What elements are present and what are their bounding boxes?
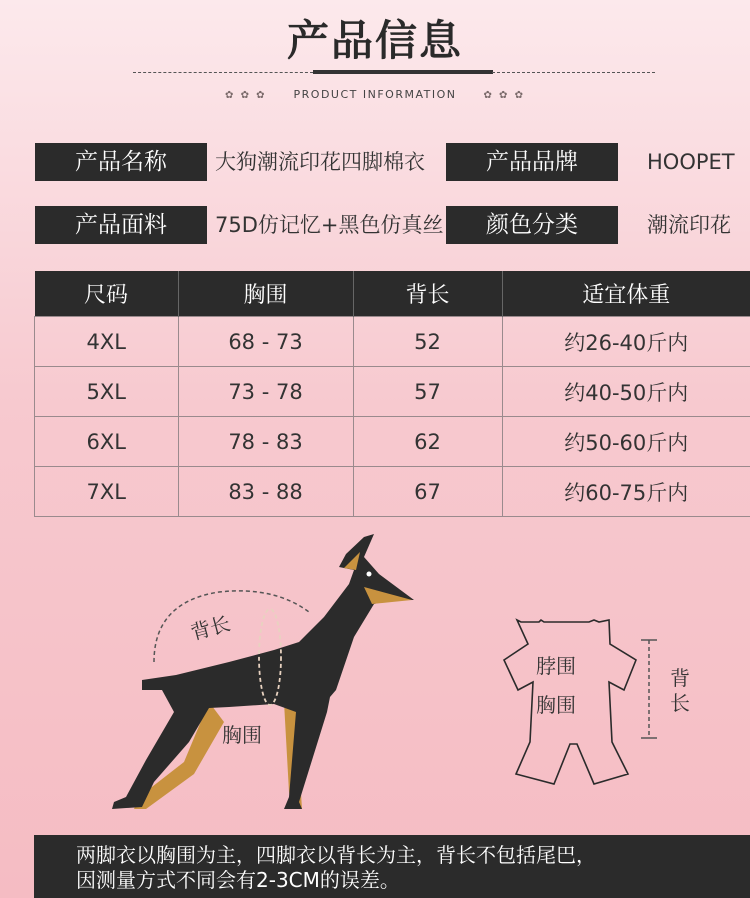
size-table-header: [35, 271, 750, 317]
size-table: [34, 271, 750, 517]
footer-note-line-2: 因测量方式不同会有2-3CM的误差。: [76, 868, 400, 892]
weight-cell: 约40-50斤内: [502, 367, 750, 417]
chest-cell: 73 - 78: [178, 367, 353, 417]
chest-cell: 68 - 73: [178, 317, 353, 367]
size-cell: 7XL: [35, 467, 179, 517]
chest-cell: 83 - 88: [178, 467, 353, 517]
back-length-cell: 57: [353, 367, 502, 417]
product-brand-label: 产品品牌: [446, 143, 618, 181]
paw-icons-left: ✿ ✿ ✿: [225, 90, 267, 101]
product-name-value: 大狗潮流印花四脚棉衣: [215, 150, 425, 174]
product-brand-value: HOOPET: [647, 150, 735, 174]
weight-cell: 约26-40斤内: [502, 317, 750, 367]
footer-note: [34, 835, 750, 898]
column-header-size: 尺码: [35, 271, 179, 317]
product-name-label: 产品名称: [35, 143, 207, 181]
page-subtitle: PRODUCT INFORMATION: [293, 88, 457, 101]
table-row: [35, 467, 750, 517]
title-divider-right: [492, 72, 655, 73]
table-row: [35, 367, 750, 417]
info-row-name-brand: [35, 143, 750, 181]
weight-cell: 约50-60斤内: [502, 417, 750, 467]
garment-chest-label: 胸围: [536, 693, 576, 717]
color-category-value: 潮流印花: [647, 213, 731, 237]
chest-cell: 78 - 83: [178, 417, 353, 467]
garment-back-label-top: 背: [670, 666, 690, 690]
column-header-weight: 适宜体重: [502, 271, 750, 317]
size-cell: 5XL: [35, 367, 179, 417]
back-length-cell: 62: [353, 417, 502, 467]
dog-icon: [112, 534, 414, 809]
subtitle-row: [0, 88, 750, 101]
title-divider-left: [133, 72, 313, 73]
page-header: [0, 0, 750, 110]
back-length-cell: 67: [353, 467, 502, 517]
product-fabric-label: 产品面料: [35, 206, 207, 244]
paw-icons-right: ✿ ✿ ✿: [483, 90, 525, 101]
footer-note-line-1: 两脚衣以胸围为主，四脚衣以背长为主，背长不包括尾巴，: [76, 843, 596, 867]
dog-back-length-label: 背长: [187, 611, 233, 645]
dog-chest-label: 胸围: [222, 723, 262, 747]
weight-cell: 约60-75斤内: [502, 467, 750, 517]
page-title: 产品信息: [286, 16, 463, 65]
garment-back-label-bottom: 长: [670, 691, 690, 715]
measurement-diagram: [34, 512, 750, 834]
table-row: [35, 317, 750, 367]
measurement-illustration: [34, 512, 750, 834]
title-underline: [313, 70, 493, 74]
column-header-chest: 胸围: [178, 271, 353, 317]
info-row-fabric-color: [35, 206, 750, 244]
color-category-label: 颜色分类: [446, 206, 618, 244]
back-length-cell: 52: [353, 317, 502, 367]
product-fabric-value: 75D仿记忆+黑色仿真丝: [215, 213, 444, 237]
table-row: [35, 417, 750, 467]
size-cell: 4XL: [35, 317, 179, 367]
column-header-back-length: 背长: [353, 271, 502, 317]
size-cell: 6XL: [35, 417, 179, 467]
garment-neck-label: 脖围: [536, 654, 576, 678]
